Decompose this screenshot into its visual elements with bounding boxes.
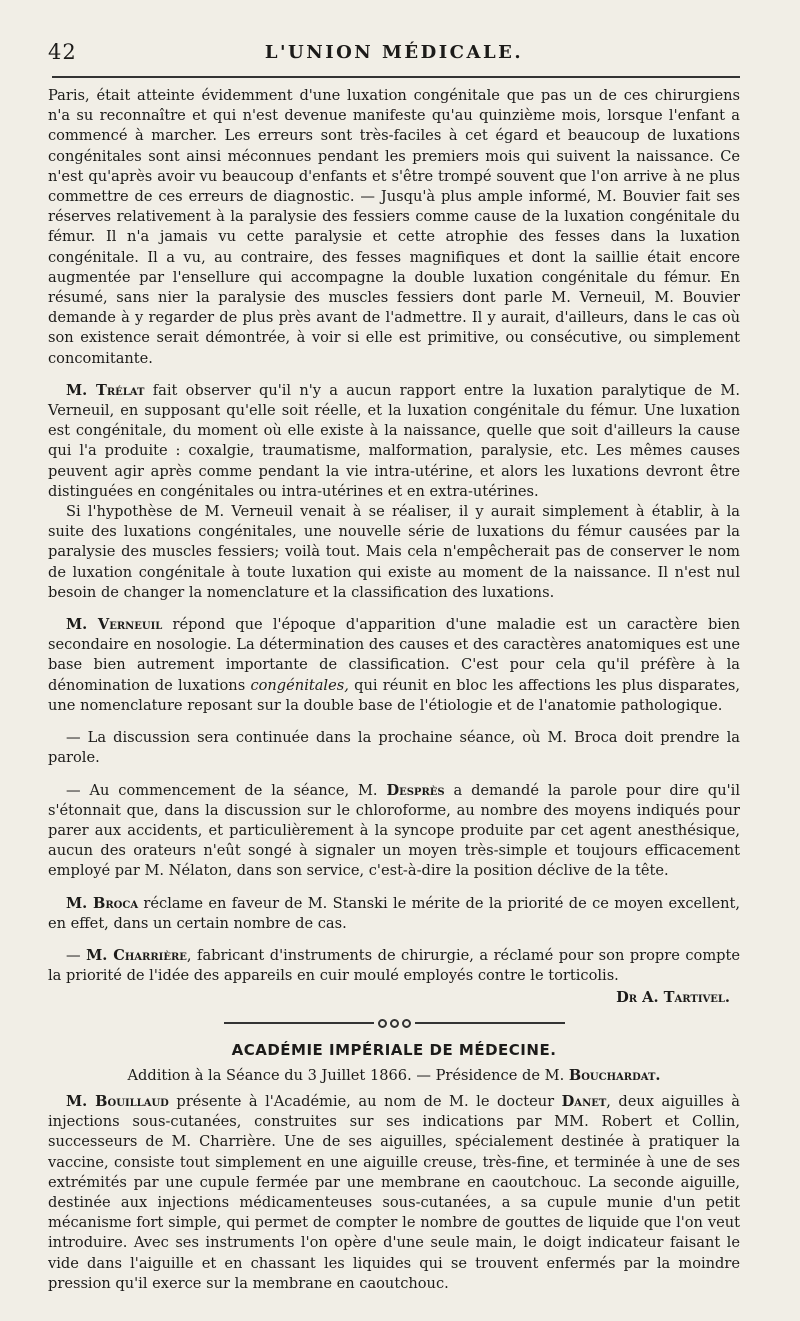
paragraph-text: fait observer qu'il n'y a aucun rapport entre la luxation paralytique de M. Verneuil, en supposant qu'elle soit réelle, et la luxation congénitale du fémur. Une luxation est congénitale, du moment où elle existe à la naissance, quelle que soit d'ailleurs la cause qui l'a produite : coxalgie, traumatisme, malformation, paralysie, etc. Les mêmes causes peuvent agir après comme pendant la vie intra-utérine, et alors les luxations devront être distinguées en congénitales ou intra-utérines et en extra-utérines.: [48, 381, 740, 500]
section-title: ACADÉMIE IMPÉRIALE DE MÉDECINE.: [231, 1040, 557, 1059]
paragraph-text: — Au commencement de la séance, M.: [66, 781, 387, 799]
subtitle-text: Addition à la Séance du 3 Juillet 1866. — Présidence de M.: [127, 1066, 569, 1084]
paragraph-broca: [48, 894, 740, 934]
paragraph-verneuil: [48, 615, 740, 716]
speaker-name: M. Verneuil: [66, 616, 163, 634]
paragraph-bouvier: Paris, était atteinte évidemment d'une luxation congénitale que pas un de ces chirurgiens n'a su reconnaître et qui n'est devenue manifeste qu'au quinzième mois, lorsque l'enfant a commencé à marcher. Les erreurs sont très-faciles à cet égard et beaucoup de luxations congénitales sont ainsi méconnues pendant les premiers mois qui suivent la naissance. Ce n'est qu'après avoir vu beaucoup d'enfants et s'être trompé souvent que l'on arrive à ne plus commettre de ces erreurs de diagnostic. — Jusqu'à plus ample informé, M. Bouvier fait ses réserves relativement à la paralysie des fessiers comme cause de la luxation congénitale du fémur. Il n'a jamais vu cette paralysie et cette atrophie des fesses dans la luxation congénitale. Il a vu, au contraire, des fesses magnifiques et dont la saillie était encore augmentée par l'ensellure qui accompagne la double luxation congénitale du fémur. En résumé, sans nier la paralysie des muscles fessiers dont parle M. Verneuil, M. Bouvier demande à y regarder de plus près avant de l'admettre. Il y aurait, d'ailleurs, dans le cas où son existence serait démontrée, à voir si elle est primitive, ou consécutive, ou simplement concomitante.: [48, 87, 740, 367]
speaker-name: M. Broca: [66, 894, 139, 912]
paragraph-bouillaud: [48, 1092, 740, 1294]
header-rule: [52, 76, 740, 78]
page-number: 42: [48, 40, 77, 64]
paragraph-text: présente à l'Académie, au nom de M. le docteur: [168, 1092, 562, 1110]
ornament-line: [415, 1022, 565, 1024]
running-head: [48, 36, 740, 66]
paragraph-text: , deux aiguilles à injections sous-cutanées, construites sur ses indications par MM. Robert et Collin, successeurs de M. Charrière. Une de ses aiguilles, spécialement destinée à pratiquer la vaccine, consiste tout simplement en une aiguille creuse, très-fine, et terminée à une de ses extrémités par une cupule fermée par une membrane en caoutchouc. La seconde aiguille, destinée aux injections médicamenteuses sous-cutanées, a sa cupule munie d'un petit mécanisme fort simple, qui permet de compter le nombre de gouttes de liquide que l'on veut introduire. Avec ses instruments l'on opère d'une seule main, le doigt indicateur faisant le vide dans l'aiguille et en chassant les liquides qui se trouvent enfermés par la moindre pression qu'il exerce sur la membrane en caoutchouc.: [48, 1092, 740, 1292]
doctor-name: Danet: [561, 1092, 607, 1110]
paragraph-text: a demandé la parole pour dire qu'il s'étonnait que, dans la discussion sur le chloroforme, au nombre des moyens indiqués pour parer aux accidents, et particulièrement à la syncope produite par cet agent anesthésique, aucun des orateurs n'eût songé à signaler un moyen très-simple et toujours efficacement employé par M. Nélaton, dans son service, c'est-à-dire la position déclive de la tête.: [48, 781, 740, 880]
speaker-name: M. Bouillaud: [66, 1092, 169, 1110]
italic-term: congénitales,: [250, 676, 349, 694]
president-name: Bouchardat.: [568, 1066, 661, 1084]
paragraph-hypothesis: Si l'hypothèse de M. Verneuil venait à se réaliser, il y aurait simplement à établir, à la suite des luxations congénitales, une nouvelle série de luxations du fémur causées par la paralysie des muscles fessiers; voilà tout. Mais cela n'empêcherait pas de conserver le nom de luxation congénitale à toute luxation qui existe au moment de la naissance. Il n'est nul besoin de changer la nomenclature et la classification des luxations.: [48, 503, 740, 601]
paragraph-charriere: [48, 946, 740, 986]
speaker-name: Desprès: [386, 781, 445, 799]
paragraph-text: répond que l'époque d'apparition d'une maladie est un caractère bien secondaire en nosologie. La détermination des causes et des caractères anatomiques est une base bien autrement importante de classification. C'est pour cela qu'il préfère à la dénomination de luxations: [48, 616, 740, 694]
ornament-dots: [378, 1019, 411, 1028]
paragraph-text: réclame en faveur de M. Stanski le mérite de la priorité de ce moyen excellent, en effet, dans un certain nombre de cas.: [48, 894, 741, 932]
article-body: [48, 86, 740, 1294]
speaker-name: M. Trélat: [66, 381, 145, 399]
paragraph-discussion: — La discussion sera continuée dans la prochaine séance, où M. Broca doit prendre la parole.: [48, 729, 740, 767]
paragraph-text: , fabricant d'instruments de chirurgie, a réclamé pour son propre compte la priorité de l'idée des appareils en cuir moulé employés contre le torticolis.: [48, 946, 741, 985]
section-divider-ornament: [48, 1019, 740, 1028]
ornament-line: [224, 1022, 374, 1024]
speaker-name: M. Charrière: [86, 946, 187, 964]
journal-title: L'UNION MÉDICALE.: [264, 42, 524, 63]
paragraph-text: —: [66, 946, 87, 964]
author-signature: Dr A. Tartivel.: [616, 989, 730, 1007]
paragraph-text: qui réunit en bloc les affections les plus disparates, une nomenclature reposant sur la double base de l'étiologie et de l'anatomie pathologique.: [48, 676, 740, 714]
paragraph-trelat: [48, 381, 740, 502]
section-subtitle: [48, 1066, 740, 1086]
paragraph-despres: [48, 781, 740, 882]
